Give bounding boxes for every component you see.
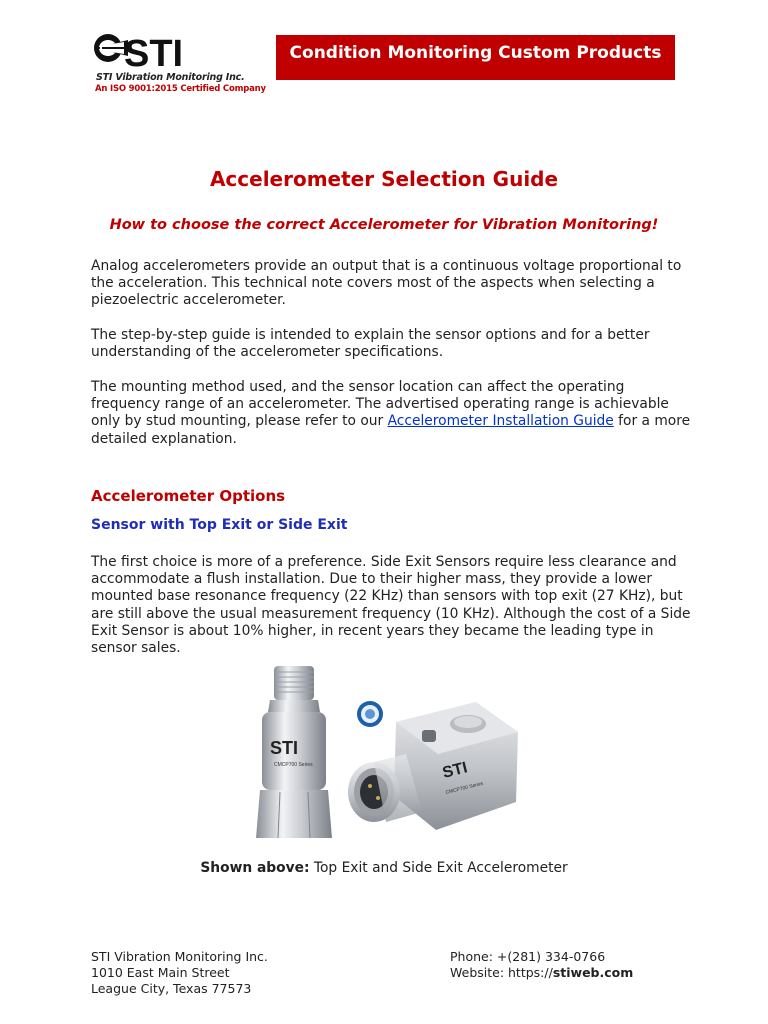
section-heading: Accelerometer Options <box>91 487 286 505</box>
mounting-paragraph <box>91 379 691 448</box>
caption-text: Top Exit and Side Exit Accelerometer <box>309 860 568 876</box>
header-banner-text: Condition Monitoring Custom Products <box>289 43 662 63</box>
side-exit-sensor-brand: STI <box>440 759 470 782</box>
footer-company: STI Vibration Monitoring Inc. <box>91 949 268 964</box>
top-exit-sensor-series: CMCP700 Series <box>274 762 313 768</box>
footer-contact <box>450 949 633 981</box>
footer-street: 1010 East Main Street <box>91 965 230 980</box>
header-banner <box>276 35 675 80</box>
footer-phone: Phone: +(281) 334-0766 <box>450 949 606 964</box>
caption-label: Shown above: <box>200 860 310 876</box>
image-caption <box>0 860 768 876</box>
logo-brand-text: STI <box>124 33 184 75</box>
footer-address <box>91 949 268 997</box>
sensor-exit-paragraph: The first choice is more of a preference. Side Exit Sensors require less clearance and accommodate a flush installation. Due to their higher mass, they provide a lower mounted base resonance frequency (22 KHz) than sensors with top exit (27 KHz), but are still above the usual measurement frequency (10 KHz). Although the cost of a Side Exit Sensor is about 10% higher, in recent years they became the leading type in sensor sales. <box>91 554 691 657</box>
installation-guide-link[interactable]: Accelerometer Installation Guide <box>387 413 614 430</box>
footer-website-prefix: Website: https:// <box>450 965 553 980</box>
guide-paragraph: The step-by-step guide is intended to explain the sensor options and for a better understanding of the accelerometer specifications. <box>91 327 650 361</box>
footer-website-domain: stiweb.com <box>552 965 634 980</box>
footer-city: League City, Texas 77573 <box>91 981 252 996</box>
side-exit-sensor-series: CMCP700 Series <box>445 780 484 796</box>
logo-company-name: STI Vibration Monitoring Inc. <box>96 72 245 83</box>
footer-website[interactable] <box>450 965 633 981</box>
top-exit-sensor-brand: STI <box>270 738 299 758</box>
mounting-text-before: The mounting method used, and the sensor location can affect the operating frequency range of an accelerometer. The advertised operating range is achievable only by stud mounting, please refer to our <box>91 379 669 430</box>
page-subtitle: How to choose the correct Accelerometer for Vibration Monitoring! <box>109 217 659 233</box>
intro-paragraph: Analog accelerometers provide an output that is a continuous voltage proportional to the acceleration. This technical note covers most of the aspects when selecting a piezoelectric accelerometer. <box>91 258 682 309</box>
page-title: Accelerometer Selection Guide <box>209 167 559 191</box>
subsection-heading: Sensor with Top Exit or Side Exit <box>91 517 348 533</box>
accelerometer-product-image <box>246 662 521 842</box>
mounting-text-after: for a more detailed explanation. <box>91 413 691 447</box>
logo-certification: An ISO 9001:2015 Certified Company <box>95 84 266 94</box>
